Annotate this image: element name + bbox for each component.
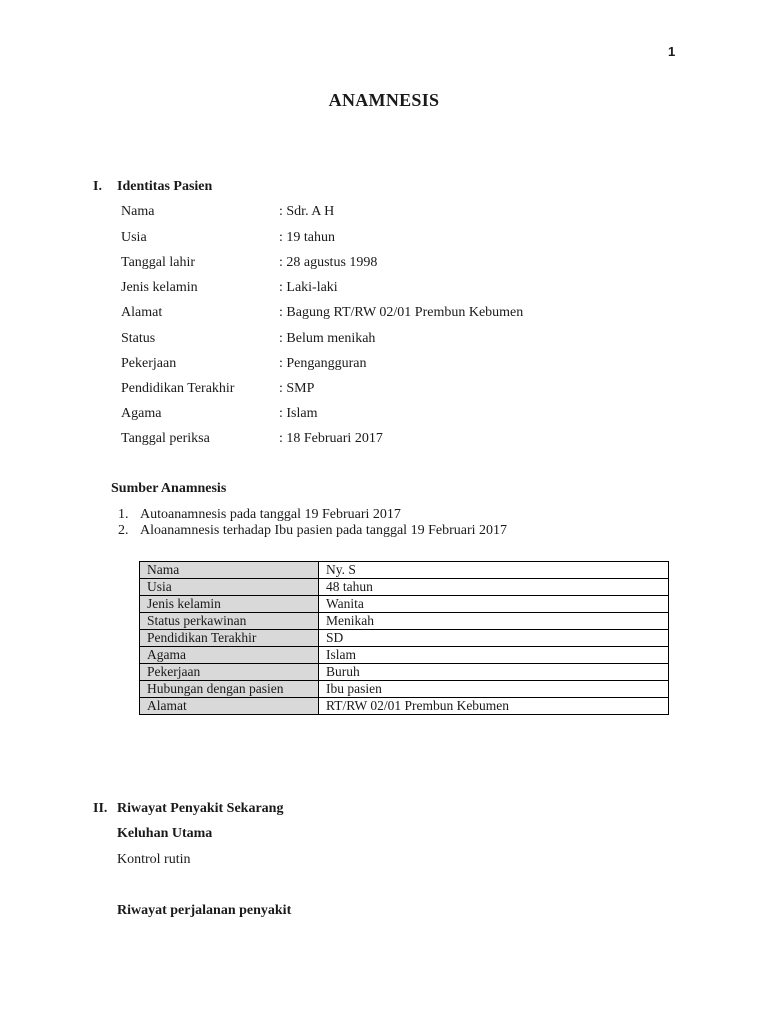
table-row <box>140 698 669 715</box>
table-value: Menikah <box>319 613 669 630</box>
section-2-heading <box>93 801 283 817</box>
section-1-numeral: I. <box>93 179 102 194</box>
sumber-anamnesis-heading: Sumber Anamnesis <box>111 481 227 496</box>
table-row <box>140 613 669 630</box>
field-value: : 18 Februari 2017 <box>279 431 383 446</box>
table-row <box>140 647 669 664</box>
table-value: RT/RW 02/01 Prembun Kebumen <box>319 698 669 715</box>
field-label: Pendidikan Terakhir <box>121 381 235 396</box>
field-value: : SMP <box>279 381 315 396</box>
list-number: 1. <box>118 507 129 522</box>
table-label: Alamat <box>140 698 319 715</box>
list-item <box>118 523 507 539</box>
table-row <box>140 596 669 613</box>
field-value: : 28 agustus 1998 <box>279 255 378 270</box>
table-row <box>140 681 669 698</box>
field-label: Usia <box>121 230 147 245</box>
table-label: Hubungan dengan pasien <box>140 681 319 698</box>
field-label: Nama <box>121 204 155 219</box>
keluhan-utama-heading: Keluhan Utama <box>117 826 213 841</box>
field-value: : Pengangguran <box>279 356 367 371</box>
table-row <box>140 664 669 681</box>
riwayat-perjalanan-heading: Riwayat perjalanan penyakit <box>117 903 292 918</box>
section-2-numeral: II. <box>93 801 108 816</box>
table-value: Islam <box>319 647 669 664</box>
field-label: Alamat <box>121 305 163 320</box>
field-label: Pekerjaan <box>121 356 177 371</box>
section-2-title: Riwayat Penyakit Sekarang <box>117 801 284 816</box>
field-value: : Laki-laki <box>279 280 338 295</box>
list-text: Autoanamnesis pada tanggal 19 Februari 2017 <box>140 507 401 522</box>
table-label: Pekerjaan <box>140 664 319 681</box>
page-number: 1 <box>668 44 676 59</box>
table-label: Usia <box>140 579 319 596</box>
section-1-title: Identitas Pasien <box>117 179 213 194</box>
field-value: : Bagung RT/RW 02/01 Prembun Kebumen <box>279 305 524 320</box>
field-value: : Belum menikah <box>279 331 376 346</box>
table-value: Buruh <box>319 664 669 681</box>
field-value: : Islam <box>279 406 318 421</box>
table-row <box>140 630 669 647</box>
table-label: Pendidikan Terakhir <box>140 630 319 647</box>
mother-identity-table <box>139 561 669 715</box>
field-label: Agama <box>121 406 162 421</box>
table-value: Wanita <box>319 596 669 613</box>
list-number: 2. <box>118 523 129 538</box>
field-label: Status <box>121 331 156 346</box>
table-label: Jenis kelamin <box>140 596 319 613</box>
table-value: SD <box>319 630 669 647</box>
section-1-heading <box>93 179 212 195</box>
table-label: Agama <box>140 647 319 664</box>
field-value: : 19 tahun <box>279 230 335 245</box>
field-label: Jenis kelamin <box>121 280 198 295</box>
table-row <box>140 579 669 596</box>
table-label: Status perkawinan <box>140 613 319 630</box>
table-label: Nama <box>140 562 319 579</box>
table-row <box>140 562 669 579</box>
document-title: ANAMNESIS <box>328 90 440 110</box>
keluhan-utama-text: Kontrol rutin <box>117 852 191 867</box>
table-value: Ny. S <box>319 562 669 579</box>
list-item <box>118 507 401 523</box>
table-value: Ibu pasien <box>319 681 669 698</box>
field-value: : Sdr. A H <box>279 204 335 219</box>
table-value: 48 tahun <box>319 579 669 596</box>
list-text: Aloanamnesis terhadap Ibu pasien pada tanggal 19 Februari 2017 <box>140 523 508 538</box>
field-label: Tanggal periksa <box>121 431 210 446</box>
field-label: Tanggal lahir <box>121 255 196 270</box>
